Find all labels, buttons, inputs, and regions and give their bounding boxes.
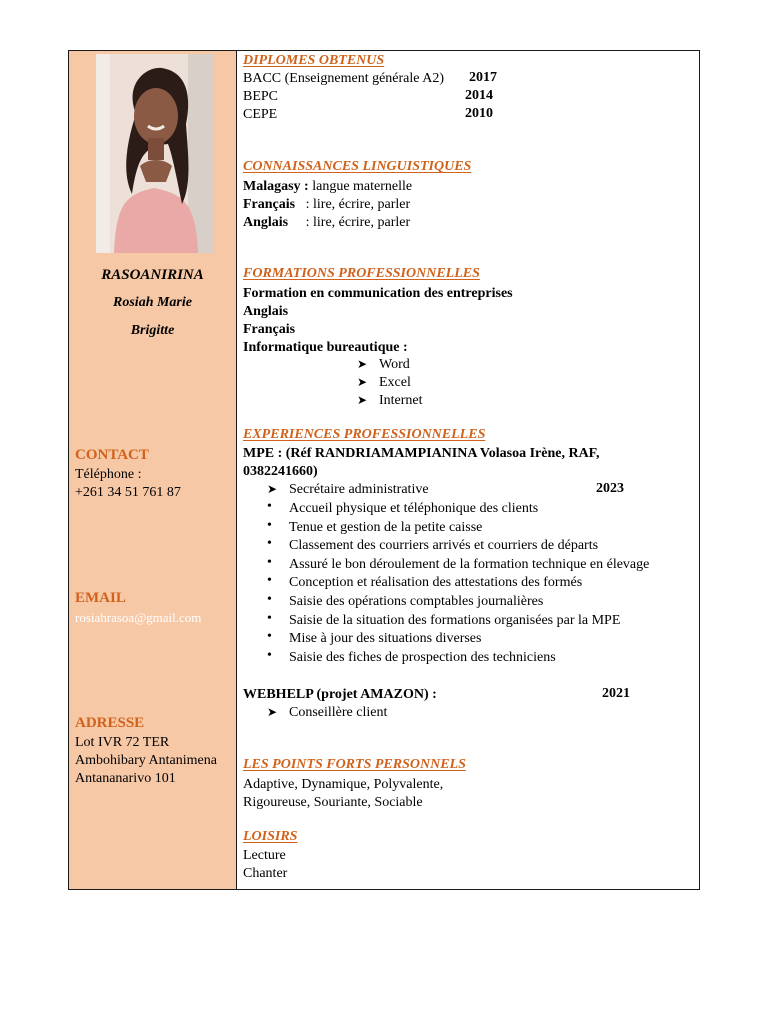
- training-line: Anglais: [243, 304, 289, 319]
- address-label: ADRESSE: [75, 715, 145, 731]
- name-second-line: Brigitte: [130, 323, 175, 338]
- bullet-icon: •: [267, 554, 272, 570]
- sidebar: [69, 51, 237, 889]
- job1-task: Saisie de la situation des formations organisées par la MPE: [289, 612, 621, 628]
- bullet-icon: •: [267, 573, 272, 589]
- diploma-name: BEPC: [243, 89, 279, 104]
- hobby-item: Chanter: [243, 866, 288, 881]
- bullet-icon: •: [267, 610, 272, 626]
- strengths-title: LES POINTS FORTS PERSONNELS: [243, 757, 466, 772]
- job2-title: WEBHELP (projet AMAZON) :: [243, 687, 437, 702]
- strengths-line: Adaptive, Dynamique, Polyvalente,: [243, 777, 444, 792]
- arrow-bullet-icon: ➤: [267, 482, 278, 496]
- training-line: Informatique bureautique :: [243, 340, 408, 355]
- address-line: Lot IVR 72 TER: [75, 735, 170, 750]
- diplomas-title: DIPLOMES OBTENUS: [243, 53, 385, 68]
- diploma-year: 2017: [469, 70, 497, 85]
- language-level: : lire, écrire, parler: [295, 197, 411, 212]
- arrow-bullet-icon: ➤: [357, 393, 368, 407]
- job1-heading-line1: MPE : (Réf RANDRIAMAMPIANINA Volasoa Irène, RAF,: [243, 446, 600, 461]
- job1-task: Tenue et gestion de la petite caisse: [289, 519, 483, 535]
- job2-role: Conseillère client: [289, 705, 388, 720]
- name-surname: RASOANIRINA: [101, 267, 204, 283]
- diploma-name: CEPE: [243, 107, 278, 122]
- cv-frame: [68, 50, 700, 890]
- profile-photo: [96, 54, 214, 253]
- phone-number: +261 34 51 761 87: [75, 485, 181, 500]
- language-level: langue maternelle: [308, 179, 413, 194]
- languages-title: CONNAISSANCES LINGUISTIQUES: [243, 159, 472, 174]
- arrow-bullet-icon: ➤: [357, 357, 368, 371]
- job1-heading-line2: 0382241660): [243, 464, 318, 479]
- job1-task: Assuré le bon déroulement de la formation technique en élevage: [289, 556, 650, 572]
- bullet-icon: •: [267, 536, 272, 552]
- hobby-item: Lecture: [243, 848, 286, 863]
- arrow-bullet-icon: ➤: [267, 705, 278, 719]
- training-line: Français: [243, 322, 296, 337]
- arrow-bullet-icon: ➤: [357, 375, 368, 389]
- language-row: [243, 214, 410, 232]
- training-sub-item: Excel: [379, 375, 411, 390]
- job2-year: 2021: [602, 686, 630, 701]
- contact-label: CONTACT: [75, 447, 149, 463]
- diploma-year: 2010: [465, 106, 493, 121]
- job1-task: Conception et réalisation des attestations des formés: [289, 575, 583, 591]
- email-label: EMAIL: [75, 590, 126, 606]
- job1-task: Saisie des fiches de prospection des techniciens: [289, 649, 556, 665]
- phone-label: Téléphone :: [75, 467, 142, 482]
- job1-task: Classement des courriers arrivés et courriers de départs: [289, 538, 599, 554]
- bullet-icon: •: [267, 629, 272, 645]
- job1-task: Mise à jour des situations diverses: [289, 631, 482, 647]
- language-name: Malagasy :: [243, 179, 309, 194]
- bullet-icon: •: [267, 647, 272, 663]
- bullet-icon: •: [267, 499, 272, 514]
- language-name: Anglais: [243, 215, 289, 230]
- experience-title: EXPERIENCES PROFESSIONNELLES: [243, 427, 486, 442]
- address-line: Antananarivo 101: [75, 771, 176, 786]
- job1-year: 2023: [596, 481, 624, 496]
- job1-task: Saisie des opérations comptables journalières: [289, 594, 544, 609]
- language-name: Français: [243, 197, 296, 212]
- job1-task: Accueil physique et téléphonique des clients: [289, 501, 539, 516]
- name-first-line: Rosiah Marie: [113, 295, 192, 310]
- training-sub-item: Internet: [379, 393, 423, 408]
- bullet-icon: •: [267, 592, 272, 607]
- training-line: Formation en communication des entreprises: [243, 286, 513, 301]
- language-row: [243, 178, 412, 196]
- diploma-year: 2014: [465, 88, 493, 103]
- training-sub-item: Word: [379, 357, 410, 372]
- strengths-line: Rigoureuse, Souriante, Sociable: [243, 795, 423, 810]
- job1-role: Secrétaire administrative: [289, 482, 429, 497]
- hobbies-title: LOISIRS: [243, 829, 298, 844]
- trainings-title: FORMATIONS PROFESSIONNELLES: [243, 266, 480, 281]
- diploma-name: BACC (Enseignement générale A2): [243, 71, 445, 86]
- address-line: Ambohibary Antanimena: [75, 753, 217, 768]
- email-value: rosiahrasoa@gmail.com: [75, 610, 202, 625]
- bullet-icon: •: [267, 517, 272, 533]
- language-row: [243, 196, 410, 214]
- main-content: [237, 51, 699, 889]
- language-level: : lire, écrire, parler: [288, 215, 411, 230]
